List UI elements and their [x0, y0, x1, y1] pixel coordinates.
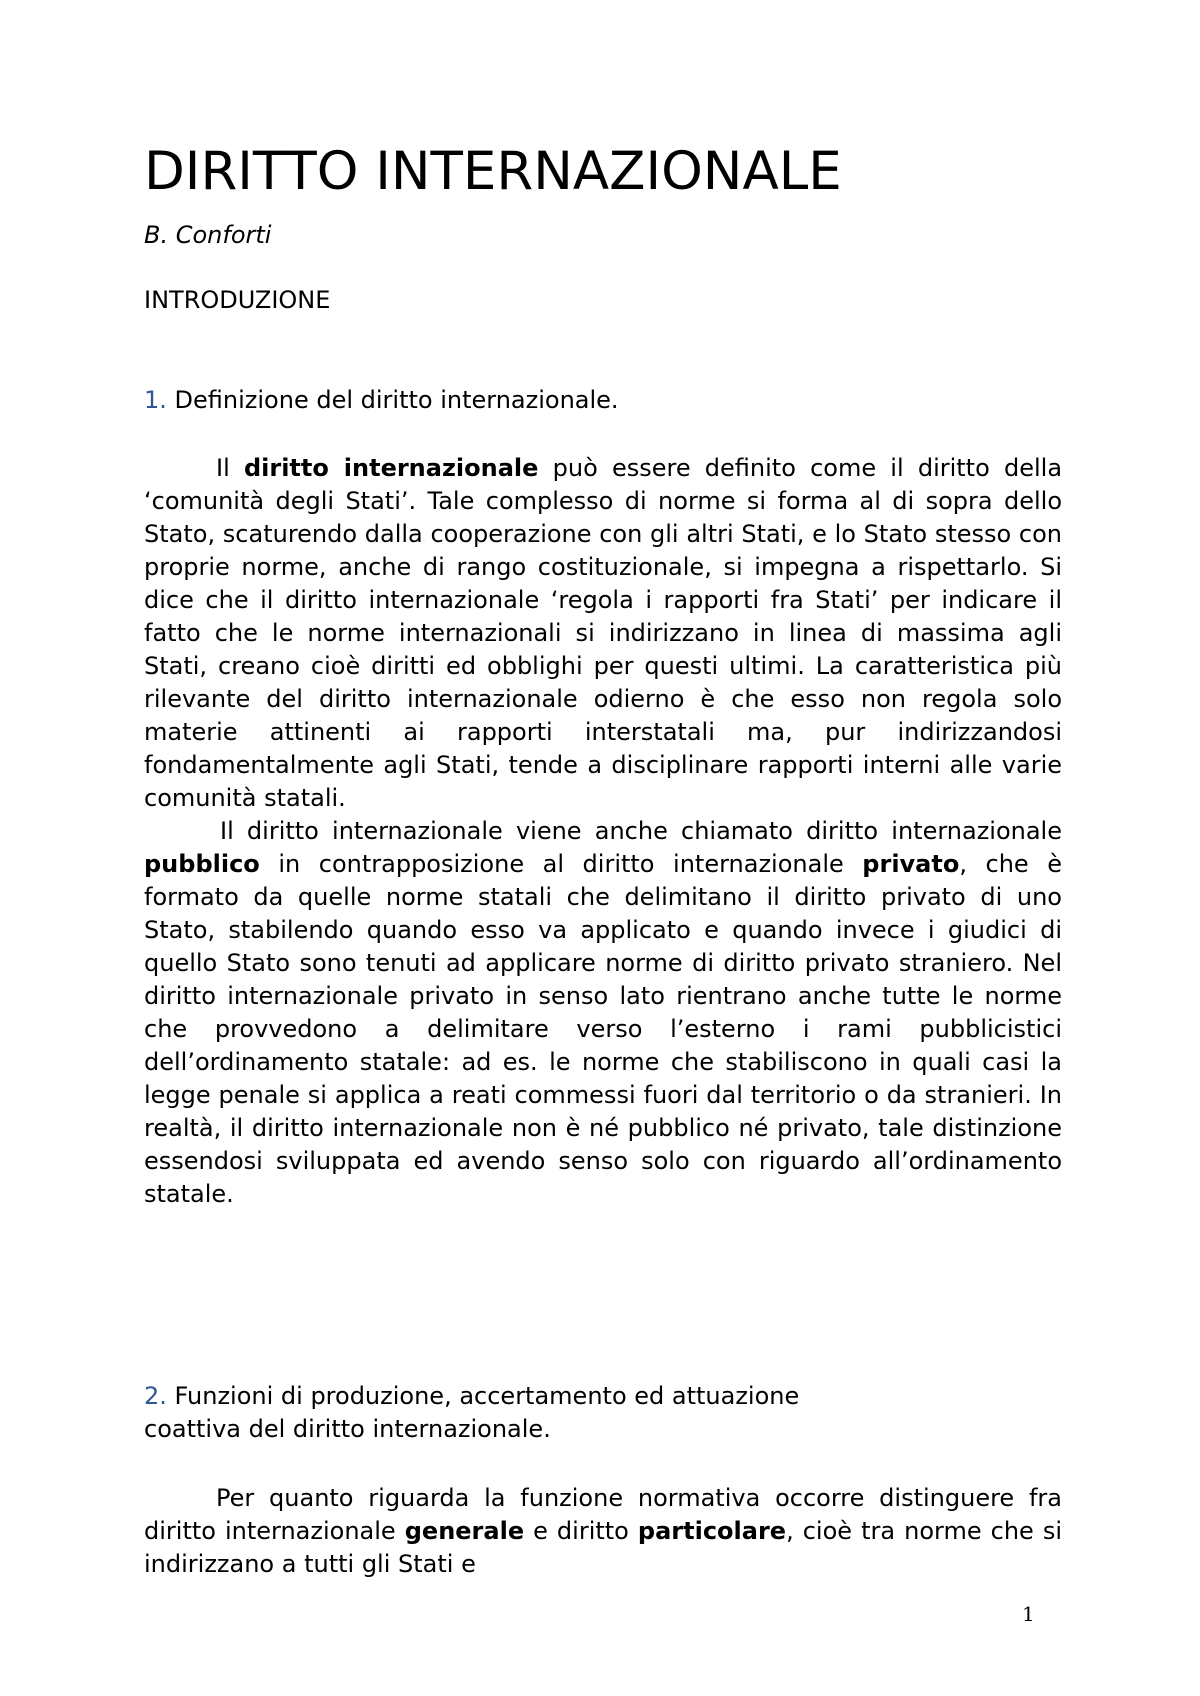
section-1-paragraph-1: [144, 452, 1062, 815]
section-2-title-line-2: coattiva del diritto internazionale.: [144, 1415, 551, 1443]
bold-term-generale: generale: [404, 1517, 525, 1545]
section-1-body: [144, 452, 1062, 1211]
section-1-paragraph-2: [144, 815, 1062, 1211]
text-run: Il diritto internazionale viene anche chiamato diritto internazionale: [220, 817, 1062, 845]
text-run: può essere definito come il diritto della ‘comunità degli Stati’. Tale complesso di norme si forma al di sopra dello Stato, scaturendo dalla cooperazione con gli altri Stati, e lo Stato stesso con proprie norme, anche di rango costituzionale, si impegna a rispettarlo. Si dice che il diritto internazionale ‘regola i rapporti fra Stati’ per indicare il fatto che le norme internazionali si indirizzano in linea di massima agli Stati, creano cioè diritti ed obblighi per questi ultimi. La caratteristica più rilevante del diritto internazionale odierno è che esso non regola solo materie attinenti ai rapporti interstatali ma, pur indirizzandosi fondamentalmente agli Stati, tende a disciplinare rapporti interni alle varie comunità statali.: [144, 454, 1063, 812]
section-2-title-line-1: Funzioni di produzione, accertamento ed attuazione: [166, 1382, 800, 1410]
text-run: , che è formato da quelle norme statali che delimitano il diritto privato di uno Stato, stabilendo quando esso va applicato e quando invece i giudici di quello Stato sono tenuti ad applicare norme di diritto privato straniero. Nel diritto internazionale privato in senso lato rientrano anche tutte le norme che provvedono a delimitare verso l’esterno i rami pubblicistici dell’ordinamento statale: ad es. le norme che stabiliscono in quali casi la legge penale si applica a reati commessi fuori dal territorio o da stranieri. In realtà, il diritto internazionale non è né pubblico né privato, tale distinzione essendosi sviluppata ed avendo senso solo con riguardo all’ordinamento statale.: [144, 850, 1062, 1208]
bold-term-pubblico: pubblico: [144, 850, 260, 878]
text-run: in contrapposizione al diritto internazionale: [259, 850, 863, 878]
document-title: DIRITTO INTERNAZIONALE: [144, 141, 842, 202]
part-heading: INTRODUZIONE: [144, 286, 331, 314]
bold-term-privato: privato: [862, 850, 960, 878]
page-number: 1: [1022, 1602, 1035, 1626]
section-2-heading: [144, 1380, 944, 1446]
text-run: e diritto: [524, 1517, 638, 1545]
text-run: Il: [216, 454, 244, 482]
section-1-number: 1.: [144, 386, 167, 414]
document-author: B. Conforti: [144, 221, 272, 249]
section-2-paragraph-1: [144, 1482, 1062, 1581]
section-1-heading: [144, 384, 944, 417]
section-1-title: Definizione del diritto internazionale.: [166, 386, 619, 414]
text-run: Per quanto riguarda la funzione normativa occorre distinguere fra diritto internazionale: [144, 1484, 1062, 1545]
section-2-number: 2.: [144, 1382, 167, 1410]
bold-term-particolare: particolare: [637, 1517, 787, 1545]
text-run: , cioè tra norme che si indirizzano a tutti gli Stati e: [144, 1517, 1063, 1578]
section-2-body: [144, 1482, 1062, 1581]
bold-term-diritto-internazionale: diritto internazionale: [243, 454, 539, 482]
